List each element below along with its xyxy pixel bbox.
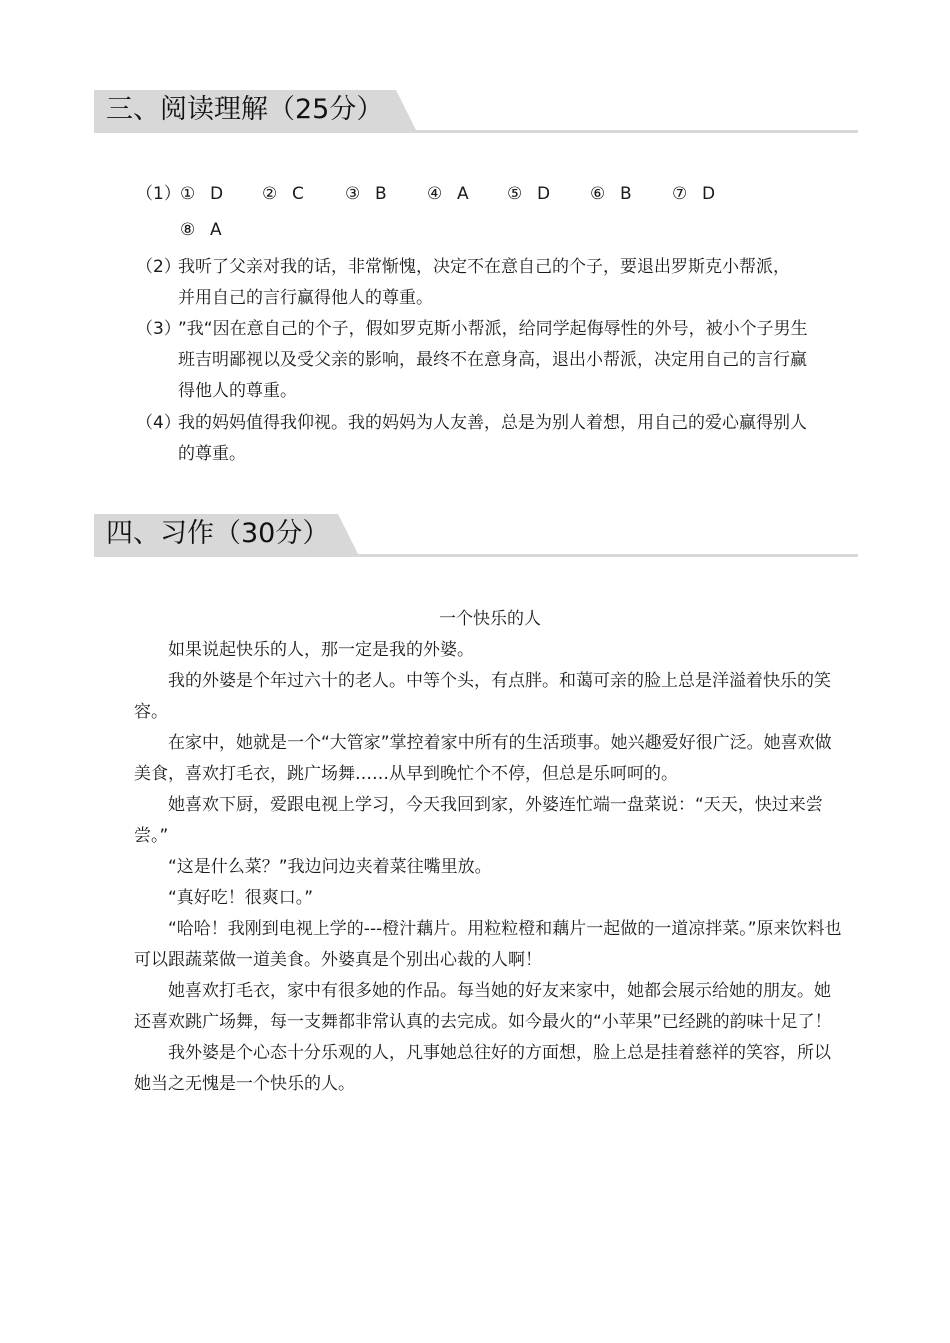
essay-title: 一个快乐的人 <box>439 609 541 629</box>
q4-number: （4） <box>136 413 181 433</box>
q1-option: ⑦ D <box>672 184 716 204</box>
essay-paragraph: 如果说起快乐的人，那一定是我的外婆。 <box>168 640 474 660</box>
q2-answer <box>136 252 790 308</box>
q2-text: 我听了父亲对我的话，非常惭愧，决定不在意自己的个子，要退出罗斯克小帮派，并用自己的言行赢得他人的尊重。 <box>178 257 790 308</box>
q3-text: ”我“因在意自己的个子，假如罗克斯小帮派，给同学起侮辱性的外号，被小个子男生班吉明鄙视以及受父亲的影响，最终不在意身高，退出小帮派，决定用自己的言行赢得他人的尊重。 <box>178 319 808 401</box>
essay-paragraph: 她喜欢打毛衣，家中有很多她的作品。每当她的好友来家中，她都会展示给她的朋友。她还喜欢跳广场舞，每一支舞都非常认真的去完成。如今最火的“小苹果”已经跳的韵味十足了！ <box>134 981 832 1032</box>
header-rule <box>94 554 858 557</box>
q2-number: （2） <box>136 257 181 277</box>
section-3-header <box>94 90 858 134</box>
q1-number: （1） <box>136 184 181 204</box>
essay-paragraph: “哈哈！我刚到电视上学的---橙汁藕片。用粒粒橙和藕片一起做的一道凉拌菜。”原来饮料也可以跟蔬菜做一道美食。外婆真是个别出心裁的人啊！ <box>134 919 842 970</box>
q1-option: ③ B <box>345 184 387 204</box>
essay-paragraph: “这是什么菜？”我边问边夹着菜往嘴里放。 <box>168 857 492 877</box>
q1-option: ④ A <box>427 184 469 204</box>
section-3-title: 三、阅读理解（25分） <box>106 94 384 125</box>
q1-option: ① D <box>180 184 224 204</box>
q3-answer <box>136 314 808 401</box>
q4-answer <box>136 408 807 464</box>
q1-option: ⑧ A <box>180 220 222 240</box>
q1-option: ⑤ D <box>507 184 551 204</box>
q1-option: ⑥ B <box>590 184 632 204</box>
q3-number: （3） <box>136 319 181 339</box>
section-4-title: 四、习作（30分） <box>106 518 330 549</box>
essay-paragraph: 在家中，她就是一个“大管家”掌控着家中所有的生活琐事。她兴趣爱好很广泛。她喜欢做美食，喜欢打毛衣，跳广场舞……从早到晚忙个不停，但总是乐呵呵的。 <box>134 733 832 784</box>
essay-paragraph: 她喜欢下厨，爱跟电视上学习，今天我回到家，外婆连忙端一盘菜说：“天天，快过来尝尝。” <box>134 795 823 846</box>
q4-text: 我的妈妈值得我仰视。我的妈妈为人友善，总是为别人着想，用自己的爱心赢得别人的尊重。 <box>178 413 807 464</box>
essay-paragraph: 我外婆是个心态十分乐观的人，凡事她总往好的方面想，脸上总是挂着慈祥的笑容，所以她当之无愧是一个快乐的人。 <box>134 1043 831 1094</box>
section-4-header <box>94 514 858 558</box>
essay-paragraph: 我的外婆是个年过六十的老人。中等个头，有点胖。和蔼可亲的脸上总是洋溢着快乐的笑容。 <box>134 671 831 722</box>
essay-body <box>134 635 844 1100</box>
q1-option: ② C <box>262 184 304 204</box>
header-rule <box>94 130 858 133</box>
essay-paragraph: “真好吃！很爽口。” <box>168 888 314 908</box>
